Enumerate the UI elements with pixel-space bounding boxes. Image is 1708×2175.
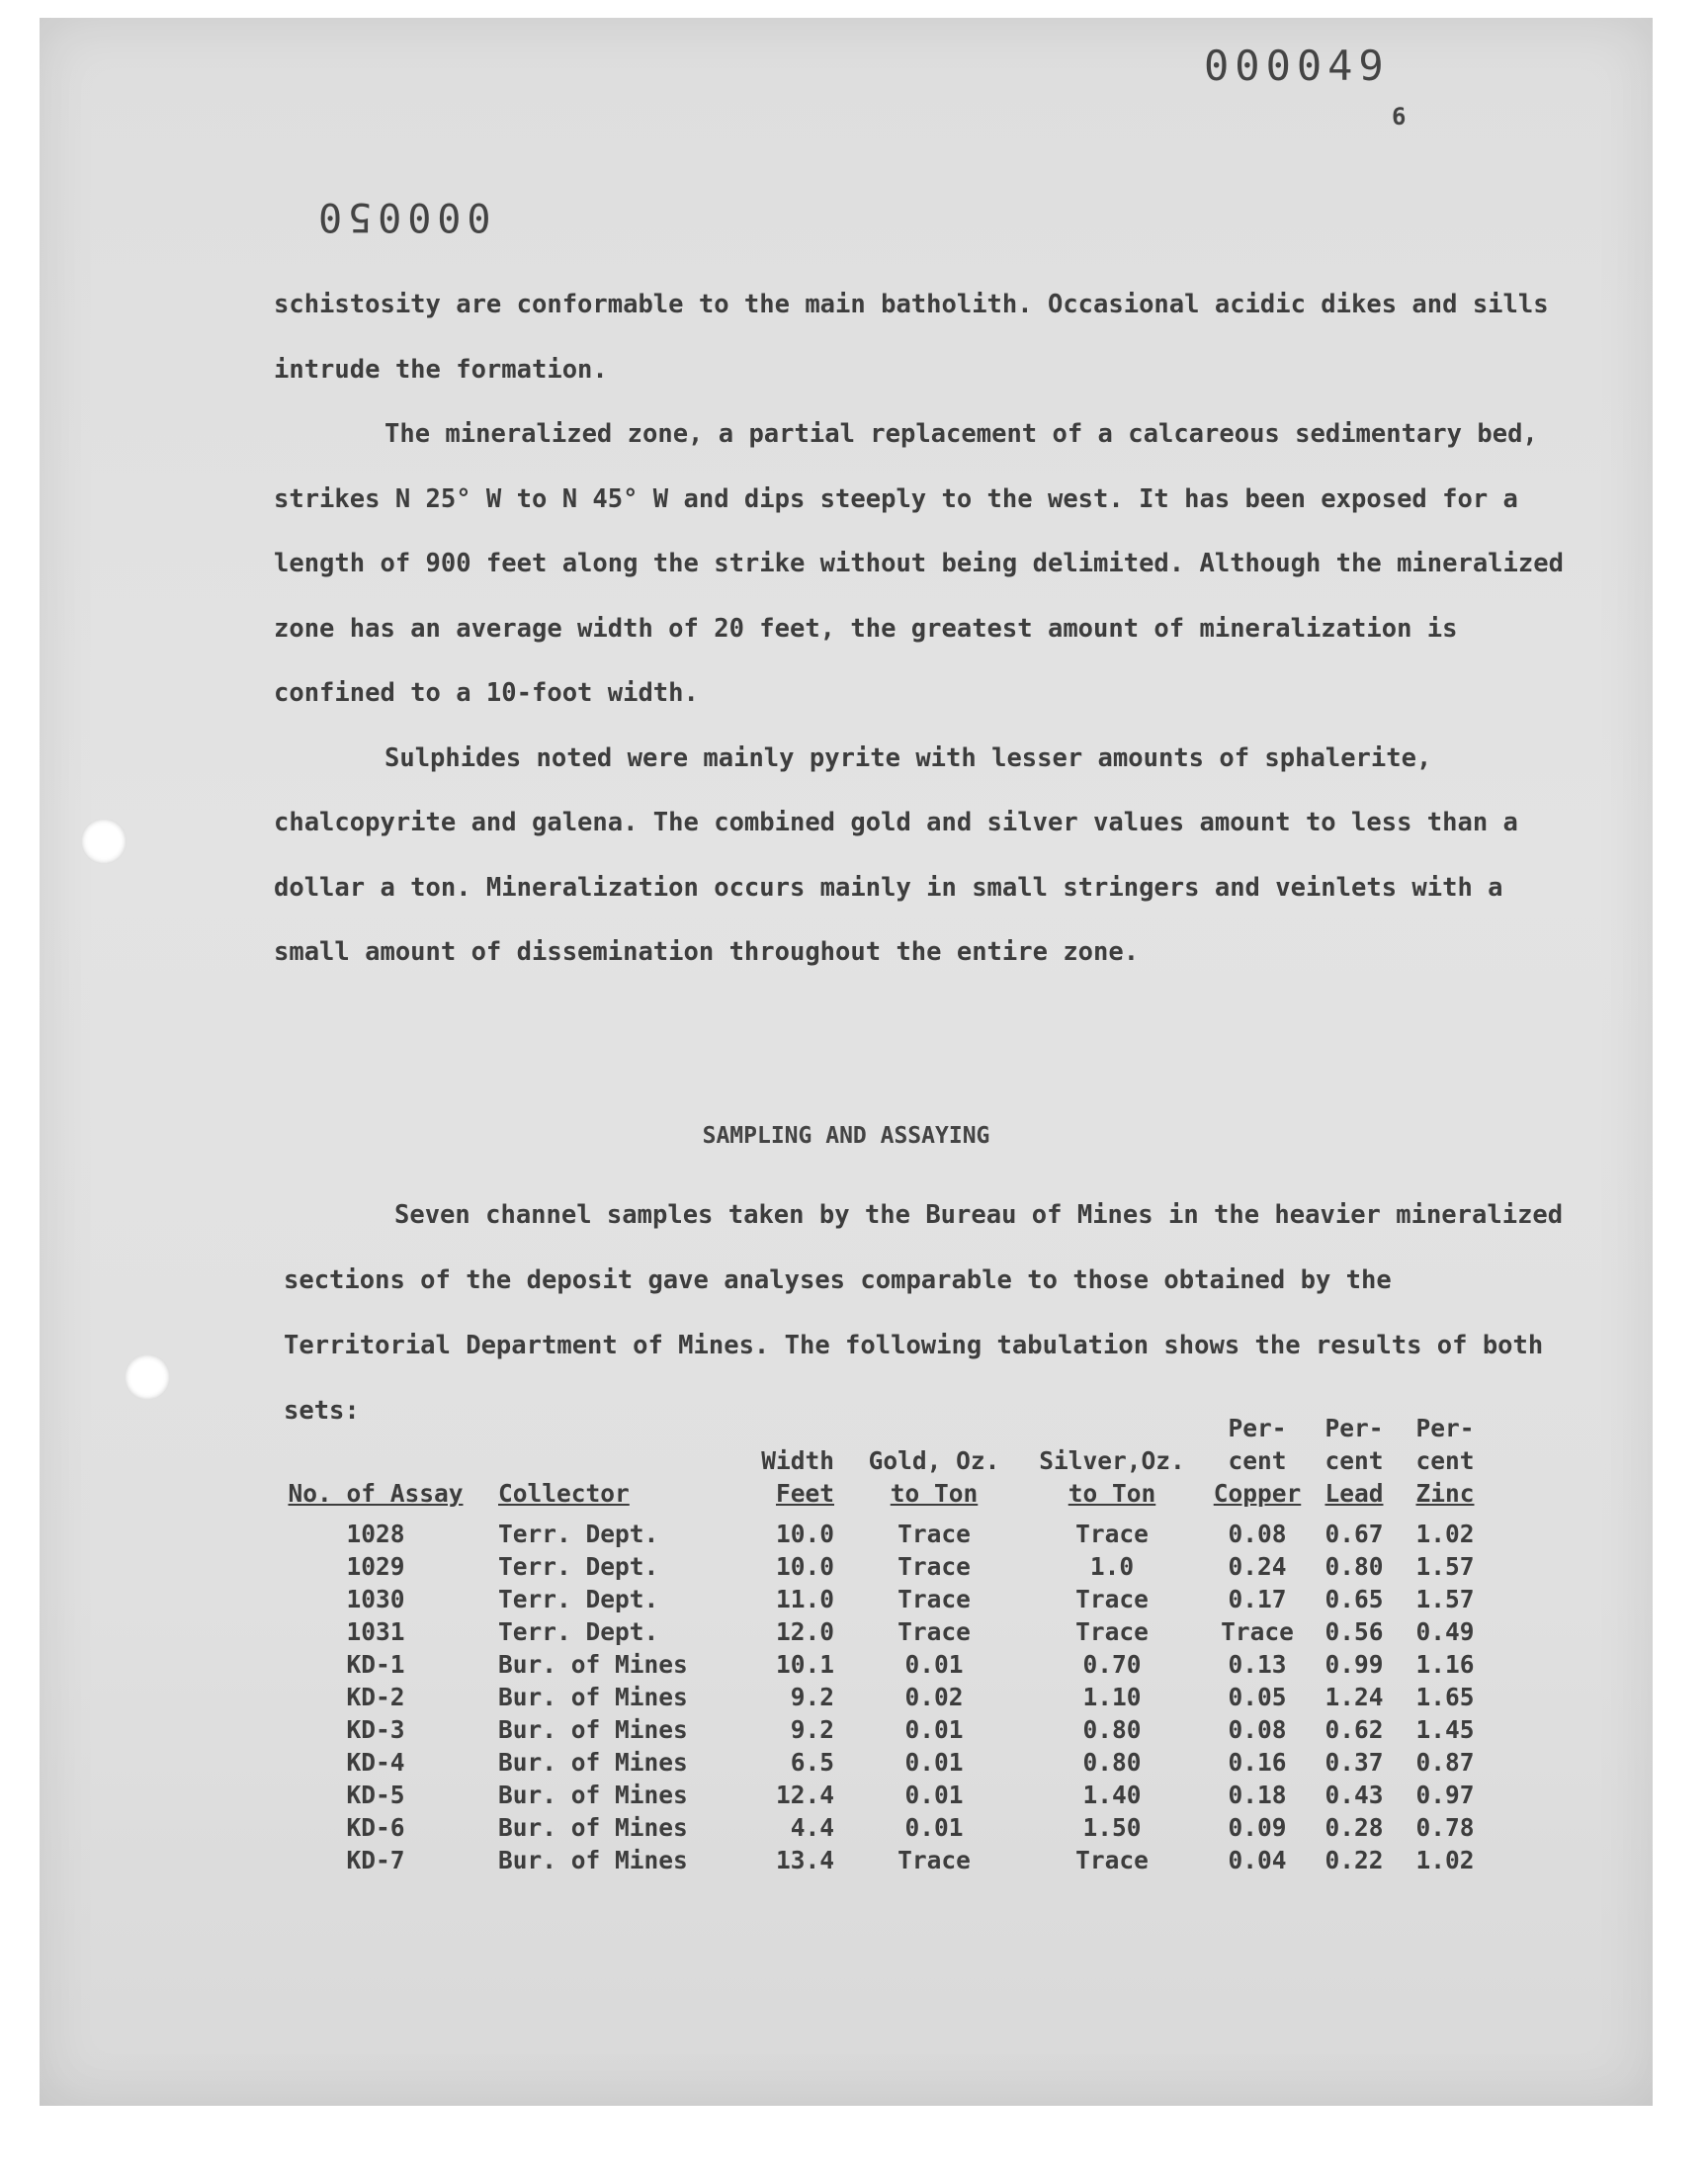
cell-zinc: 1.57 [1415, 1585, 1475, 1613]
paragraph-mineralized-zone: The mineralized zone, a partial replacement of a calcareous sedimentary bed, strikes N 25° W to N 45° W and dips steeply to the west. It has been exposed for a length of 900 feet along the strike without being delimited. Although the mineralized zone has an average width of 20 feet, the greatest amount of mineralization is confined to a 10-foot width. [274, 419, 1564, 708]
cell-silver: 1.10 [1082, 1683, 1142, 1711]
document-number-stamp: 000049 [1204, 42, 1390, 90]
cell-gold: 0.01 [904, 1650, 964, 1679]
cell-zinc: 1.02 [1415, 1520, 1475, 1548]
paragraph-geology: schistosity are conformable to the main batholith. Occasional acidic dikes and sills intrude the formation. [274, 290, 1549, 385]
table-row [279, 1648, 1491, 1681]
table-row [279, 1550, 1491, 1583]
table-body [279, 1518, 1491, 1876]
header-width: Width Feet [761, 1446, 834, 1508]
cell-assay-no: KD-1 [346, 1650, 405, 1679]
document-page [40, 18, 1653, 2106]
cell-assay-no: 1028 [346, 1520, 405, 1548]
cell-lead: 0.43 [1324, 1781, 1384, 1809]
cell-assay-no: KD-5 [346, 1781, 405, 1809]
cell-zinc: 1.45 [1415, 1715, 1475, 1744]
table-row [279, 1518, 1491, 1550]
punch-hole-upper [81, 819, 127, 864]
cell-copper: 0.18 [1228, 1781, 1287, 1809]
cell-lead: 0.62 [1324, 1715, 1384, 1744]
cell-assay-no: 1029 [346, 1552, 405, 1581]
table-row [279, 1779, 1491, 1811]
cell-copper: 0.09 [1228, 1813, 1287, 1842]
cell-assay-no: KD-6 [346, 1813, 405, 1842]
cell-collector: Bur. of Mines [498, 1813, 688, 1842]
cell-collector: Terr. Dept. [498, 1617, 659, 1646]
cell-zinc: 1.16 [1415, 1650, 1475, 1679]
header-copper: Per- cent Copper [1213, 1414, 1302, 1508]
cell-width: 12.0 [775, 1617, 834, 1646]
cell-gold: Trace [897, 1617, 971, 1646]
page-number: 6 [1392, 103, 1407, 130]
cell-gold: 0.01 [904, 1715, 964, 1744]
header-collector: Collector [498, 1479, 630, 1508]
cell-copper: 0.04 [1228, 1846, 1287, 1874]
cell-copper: 0.08 [1228, 1715, 1287, 1744]
cell-collector: Bur. of Mines [498, 1781, 688, 1809]
section-heading: SAMPLING AND ASSAYING [702, 1123, 990, 1149]
inverted-number-stamp: 000050 [312, 194, 491, 239]
cell-zinc: 0.87 [1415, 1748, 1475, 1777]
cell-assay-no: KD-3 [346, 1715, 405, 1744]
cell-collector: Bur. of Mines [498, 1650, 688, 1679]
cell-copper: 0.05 [1228, 1683, 1287, 1711]
cell-gold: Trace [897, 1585, 971, 1613]
table-row [279, 1713, 1491, 1746]
table-header-row [279, 1412, 1491, 1518]
cell-width: 12.4 [775, 1781, 834, 1809]
cell-assay-no: KD-7 [346, 1846, 405, 1874]
cell-collector: Terr. Dept. [498, 1552, 659, 1581]
cell-zinc: 0.78 [1415, 1813, 1475, 1842]
cell-copper: 0.16 [1228, 1748, 1287, 1777]
cell-width: 10.1 [775, 1650, 834, 1679]
cell-width: 11.0 [775, 1585, 834, 1613]
cell-silver: 0.80 [1082, 1748, 1142, 1777]
cell-lead: 0.99 [1324, 1650, 1384, 1679]
cell-zinc: 1.02 [1415, 1846, 1475, 1874]
cell-assay-no: KD-4 [346, 1748, 405, 1777]
cell-lead: 0.28 [1324, 1813, 1384, 1842]
cell-collector: Bur. of Mines [498, 1715, 688, 1744]
cell-zinc: 1.57 [1415, 1552, 1475, 1581]
assay-table [279, 1412, 1491, 1876]
table-row [279, 1681, 1491, 1713]
table-row [279, 1615, 1491, 1648]
cell-lead: 0.37 [1324, 1748, 1384, 1777]
cell-silver: 0.80 [1082, 1715, 1142, 1744]
cell-width: 10.0 [775, 1552, 834, 1581]
cell-silver: Trace [1075, 1585, 1149, 1613]
cell-collector: Bur. of Mines [498, 1748, 688, 1777]
cell-gold: 0.01 [904, 1781, 964, 1809]
cell-copper: 0.24 [1228, 1552, 1287, 1581]
cell-lead: 0.56 [1324, 1617, 1384, 1646]
table-row [279, 1583, 1491, 1615]
cell-width: 10.0 [775, 1520, 834, 1548]
cell-copper: 0.08 [1228, 1520, 1287, 1548]
cell-zinc: 0.97 [1415, 1781, 1475, 1809]
cell-silver: Trace [1075, 1617, 1149, 1646]
cell-silver: 1.40 [1082, 1781, 1142, 1809]
body-text [274, 273, 1579, 986]
header-silver: Silver,Oz. to Ton [1039, 1446, 1185, 1508]
cell-lead: 0.67 [1324, 1520, 1384, 1548]
cell-gold: 0.01 [904, 1748, 964, 1777]
header-gold: Gold, Oz. to Ton [868, 1446, 1000, 1508]
table-row [279, 1811, 1491, 1844]
cell-silver: Trace [1075, 1520, 1149, 1548]
cell-width: 4.4 [790, 1813, 834, 1842]
cell-copper: Trace [1221, 1617, 1294, 1646]
cell-collector: Terr. Dept. [498, 1585, 659, 1613]
cell-width: 13.4 [775, 1846, 834, 1874]
cell-lead: 1.24 [1324, 1683, 1384, 1711]
cell-gold: 0.01 [904, 1813, 964, 1842]
cell-lead: 0.22 [1324, 1846, 1384, 1874]
header-lead: Per- cent Lead [1324, 1414, 1384, 1508]
paragraph-sampling-intro: Seven channel samples taken by the Bureau of Mines in the heavier mineralized sections of the deposit gave analyses comparable to those obtained by the Territorial Department of Mines. The following tabulation shows the results of both sets: [284, 1200, 1564, 1426]
punch-hole-lower [125, 1354, 170, 1400]
table-row [279, 1844, 1491, 1876]
cell-copper: 0.17 [1228, 1585, 1287, 1613]
cell-assay-no: 1031 [346, 1617, 405, 1646]
cell-assay-no: KD-2 [346, 1683, 405, 1711]
cell-width: 9.2 [790, 1715, 834, 1744]
cell-lead: 0.65 [1324, 1585, 1384, 1613]
cell-copper: 0.13 [1228, 1650, 1287, 1679]
cell-collector: Bur. of Mines [498, 1683, 688, 1711]
cell-gold: Trace [897, 1846, 971, 1874]
header-no-of-assay: No. of Assay [288, 1479, 464, 1508]
cell-collector: Bur. of Mines [498, 1846, 688, 1874]
header-zinc: Per- cent Zinc [1415, 1414, 1475, 1508]
cell-silver: Trace [1075, 1846, 1149, 1874]
cell-width: 6.5 [790, 1748, 834, 1777]
cell-collector: Terr. Dept. [498, 1520, 659, 1548]
cell-width: 9.2 [790, 1683, 834, 1711]
cell-silver: 1.50 [1082, 1813, 1142, 1842]
cell-silver: 0.70 [1082, 1650, 1142, 1679]
cell-silver: 1.0 [1089, 1552, 1135, 1581]
cell-assay-no: 1030 [346, 1585, 405, 1613]
cell-gold: 0.02 [904, 1683, 964, 1711]
paragraph-sulphides: Sulphides noted were mainly pyrite with lesser amounts of sphalerite, chalcopyrite and galena. The combined gold and silver values amount to less than a dollar a ton. Mineralization occurs mainly in small stringers and veinlets with a small amount of dissemination throughout the entire zone. [274, 742, 1518, 967]
cell-zinc: 1.65 [1415, 1683, 1475, 1711]
cell-lead: 0.80 [1324, 1552, 1384, 1581]
cell-gold: Trace [897, 1552, 971, 1581]
cell-zinc: 0.49 [1415, 1617, 1475, 1646]
table-row [279, 1746, 1491, 1779]
cell-gold: Trace [897, 1520, 971, 1548]
